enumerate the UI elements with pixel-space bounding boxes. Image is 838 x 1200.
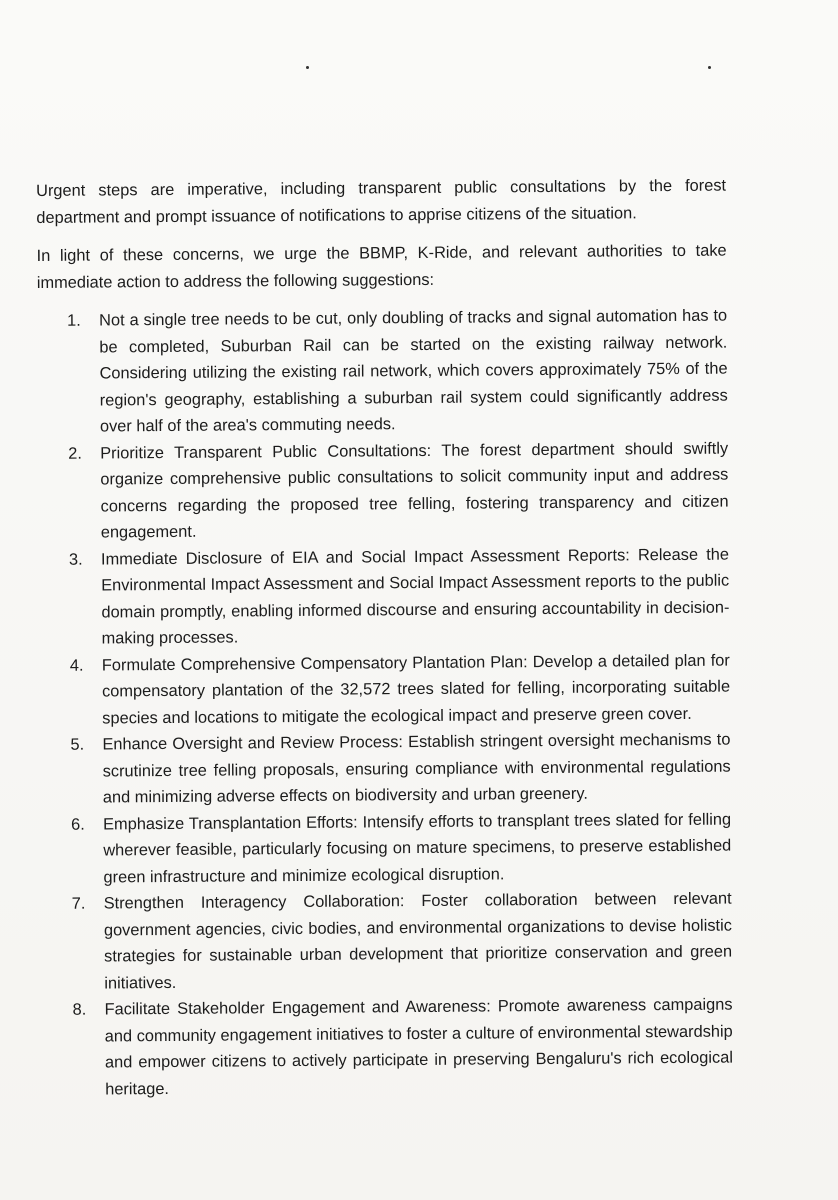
suggestions-list: [37, 303, 733, 1103]
scan-dot-mark: [306, 66, 309, 69]
suggestion-item: [40, 647, 731, 732]
suggestion-number: 1.: [67, 311, 81, 330]
suggestion-number: 8.: [72, 1000, 87, 1019]
suggestion-text: Facilitate Stakeholder Engagement and Awareness: Promote awareness campaigns and community engagement initiatives to foster a culture of environmental stewardship and empower citizens to actively participate in preserving Bengaluru's rich ecological heritage.: [104, 995, 734, 1098]
suggestion-item: [39, 541, 730, 652]
suggestion-number: 5.: [70, 735, 85, 754]
suggestion-item: [42, 992, 733, 1103]
suggestion-number: 6.: [71, 815, 85, 834]
suggestion-number: 3.: [68, 550, 83, 569]
suggestion-text: Formulate Comprehensive Compensatory Plantation Plan: Develop a detailed plan for compensatory plantation of the 32,572 trees slated for felling, incorporating suitable species and locations to mitigate the ecological impact and preserve green cover.: [101, 651, 731, 727]
suggestion-number: 4.: [69, 656, 84, 675]
letter-body: [36, 173, 733, 1103]
suggestion-item: [42, 886, 733, 997]
suggestion-text: Strengthen Interagency Collaboration: Foster collaboration between relevant government agencies, civic bodies, and environmental organizations to devise holistic strategies for sustainable urban development that prioritize conservation and green initiatives.: [103, 889, 733, 992]
suggestion-number: 2.: [68, 444, 82, 463]
suggestion-text: Not a single tree needs to be cut, only doubling of tracks and signal automation has to be completed, Suburban Rail can be started on the existing railway network. Considering utilizing the existing rail network, which covers approximately 75% of the region's geography, establishing a suburban rail system could significantly address over half of the area's commuting needs.: [99, 306, 728, 436]
suggestion-text: Emphasize Transplantation Efforts: Intensify efforts to transplant trees slated for felling wherever feasible, particularly focusing on mature specimens, to preserve established green infrastructure and minimize ecological disruption.: [103, 810, 732, 886]
intro-paragraph-urgent-steps: Urgent steps are imperative, including transparent public consultations by the forest department and prompt issuance of notifications to apprise citizens of the situation.: [36, 176, 727, 227]
suggestion-item: [41, 806, 732, 891]
suggestion-text: Enhance Oversight and Review Process: Establish stringent oversight mechanisms to scrutinize tree felling proposals, ensuring compliance with environmental regulations and minimizing adverse effects on biodiversity and urban greenery.: [102, 730, 731, 807]
suggestion-item: [38, 435, 729, 546]
intro-paragraph-concerns: In light of these concerns, we urge the BBMP, K-Ride, and relevant authorities to take immediate action to address the following suggestions:: [36, 241, 727, 292]
scan-dot-mark: [708, 66, 711, 69]
suggestion-text: Prioritize Transparent Public Consultations: The forest department should swiftly organize comprehensive public consultations to solicit community input and address concerns regarding the proposed tree felling, fostering transparency and citizen engagement.: [100, 439, 729, 542]
suggestion-item: [40, 727, 731, 812]
suggestion-item: [37, 303, 728, 441]
suggestion-number: 7.: [71, 894, 86, 913]
suggestion-text: Immediate Disclosure of EIA and Social Impact Assessment Reports: Release the Environmental Impact Assessment and Social Impact Assessment reports to the public domain promptly, enabling informed discourse and ensuring accountability in decision-making processes.: [100, 545, 730, 648]
